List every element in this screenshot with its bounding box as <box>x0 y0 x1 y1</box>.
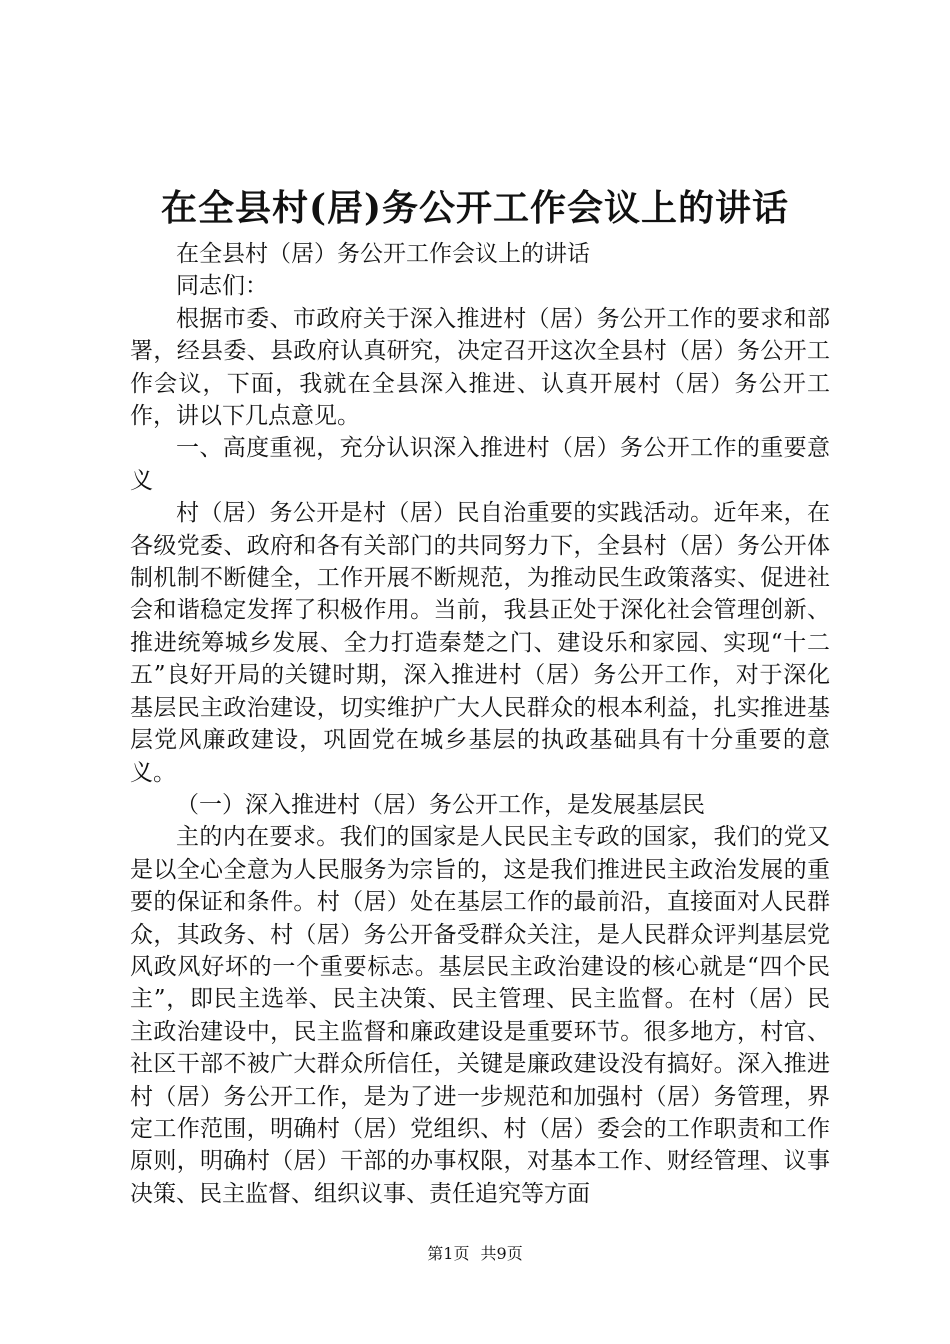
body-paragraph: 根据市委、市政府关于深入推进村（居）务公开工作的要求和部署，经县委、县政府认真研究，决定召开这次全县村（居）务公开工作会议，下面，我就在全县深入推进、认真开展村（居）务公开工作，讲以下几点意见。 <box>130 305 830 430</box>
body-paragraph: 村（居）务公开是村（居）民自治重要的实践活动。近年来，在各级党委、政府和各有关部门的共同努力下，全县村（居）务公开体制机制不断健全，工作开展不断规范，为推动民生政策落实、促进社会和谐稳定发挥了积极作用。当前，我县正处于深化社会管理创新、推进统筹城乡发展、全力打造秦楚之门、建设乐和家园、实现“十二五”良好开局的关键时期，深入推进村（居）务公开工作，对于深化基层民主政治建设，切实维护广大人民群众的根本利益，扎实推进基层党风廉政建设，巩固党在城乡基层的执政基础具有十分重要的意义。 <box>130 500 830 786</box>
document-body <box>130 238 830 1210</box>
subsection-heading: （一）深入推进村（居）务公开工作，是发展基层民 <box>176 791 705 818</box>
page-total: 共9页 <box>480 1244 523 1263</box>
body-paragraph: 主的内在要求。我们的国家是人民民主专政的国家，我们的党又是以全心全意为人民服务为宗旨的，这是我们推进民主政治发展的重要的保证和条件。村（居）处在基层工作的最前沿，直接面对人民群众，其政务、村（居）务公开备受群众关注，是人民群众评判基层党风政风好坏的一个重要标志。基层民主政治建设的核心就是“四个民主”，即民主选举、民主决策、民主管理、民主监督。在村（居）民主政治建设中，民主监督和廉政建设是重要环节。很多地方，村官、社区干部不被广大群众所信任，关键是廉政建设没有搞好。深入推进村（居）务公开工作，是为了进一步规范和加强村（居）务管理，界定工作范围，明确村（居）党组织、村（居）委会的工作职责和工作原则，明确村（居）干部的办事权限，对基本工作、财经管理、议事决策、民主监督、组织议事、责任追究等方面 <box>130 824 830 1207</box>
page-number: 第1页 <box>427 1244 470 1263</box>
page-footer <box>0 1244 950 1264</box>
body-paragraph: 同志们： <box>176 273 268 300</box>
document-title: 在全县村(居)务公开工作会议上的讲话 <box>160 187 790 229</box>
section-heading: 一、高度重视，充分认识深入推进村（居）务公开工作的重要意义 <box>130 435 830 494</box>
body-paragraph: 在全县村（居）务公开工作会议上的讲话 <box>176 241 590 267</box>
